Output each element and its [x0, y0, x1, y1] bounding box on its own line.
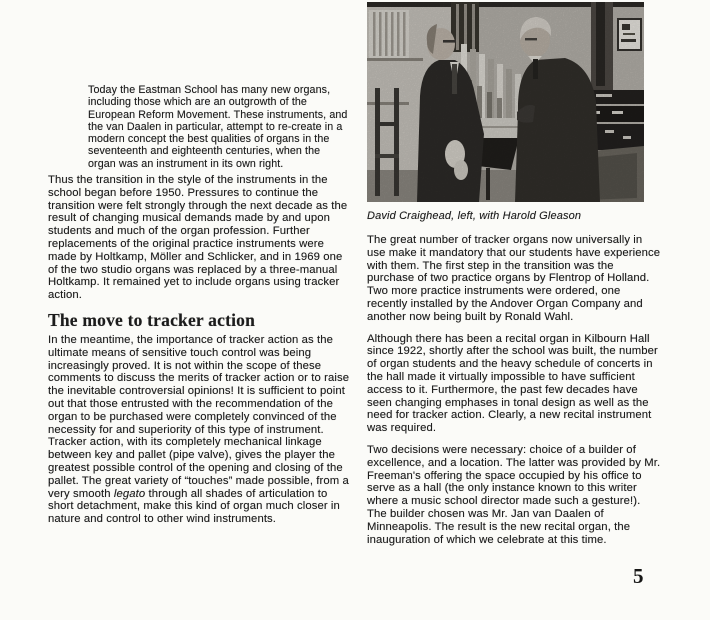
paragraph-tracker-action — [48, 334, 351, 526]
paragraph-tracker-organs: The great number of tracker organs now universally in use make it mandatory that our students have experience with them. The first step in the transition was the purchase of two practice organs by Flentrop of Holland. Two more practice instruments were ordered, one recently installed by the Andover Organ Company and another now being built by Ronald Wahl. — [367, 234, 661, 323]
paragraph-tracker-action-part2: through all shades of articulation to short detachment, make this kind of organ much closer in nature and control to other wind instruments. — [48, 487, 340, 526]
photo-caption: David Craighead, left, with Harold Gleason — [367, 210, 582, 222]
page-number: 5 — [633, 564, 644, 588]
right-column — [367, 2, 663, 546]
paragraph-two-decisions: Two decisions were necessary: choice of a builder of excellence, and a location. The latter was provided by Mr. Freeman's offering the space occupied by his office to serve as a hall (the only instance known to this writer where a music school director made such a gesture!). The builder chosen was Mr. Jan van Daalen of Minneapolis. The result is the new recital organ, the inauguration of which we celebrate at this time. — [367, 443, 661, 546]
italic-word-legato: legato — [113, 487, 146, 500]
left-column — [48, 84, 351, 526]
photo-image — [367, 2, 644, 202]
paragraph-kilbourn-hall: Although there has been a recital organ in Kilbourn Hall since 1922, shortly after the school was built, the number of organ students and the heavy schedule of concerts in the hall made it virtually impossible to have sufficient access to it. Furthermore, the past few decades have seen changing emphases in tonal design as well as the need for tracker action. Clearly, a new recital instrument was required. — [367, 332, 658, 435]
paragraph-transition: Thus the transition in the style of the instruments in the school began before 1950. Pressures to continue the transition were felt strongly through the next decade as the result of changing musical demands made by and upon students and much of the organ profession. Further replacements of the original practice instruments were made by Holtkamp, Möller and Schlicker, and in 1969 one of the two studio organs was replaced by a three-manual Holtkamp. It remained yet to include organs using tracker action. — [48, 174, 348, 302]
photo-craighead-gleason — [367, 2, 644, 202]
intro-quote: Today the Eastman School has many new organs, including those which are an outgrowth of the European Reform Movement. These instruments, and the van Daalen in particular, attempt to re-create in a modern concept the best qualities of organs in the seventeenth and eighteenth centuries, when the organ was an instrument in its own right. — [88, 84, 348, 170]
paragraph-tracker-action-part1: In the meantime, the importance of tracker action as the ultimate means of sensitive touch control was being increasingly proved. It is not within the scope of these comments to discuss the merits of tracker action or to raise the inevitable controversial opinions! It is sufficient to point out that those entrusted with the recommendation of the organ to be purchased were completely convinced of the necessity for and superiority of this type of instrument. Tracker action, with its completely mechanical linkage between key and pallet (pipe valve), gives the player the greatest possible control of the opening and closing of the pallet. The great variety of “touches” made possible, from a very smooth — [48, 334, 350, 500]
section-heading: The move to tracker action — [48, 310, 256, 331]
